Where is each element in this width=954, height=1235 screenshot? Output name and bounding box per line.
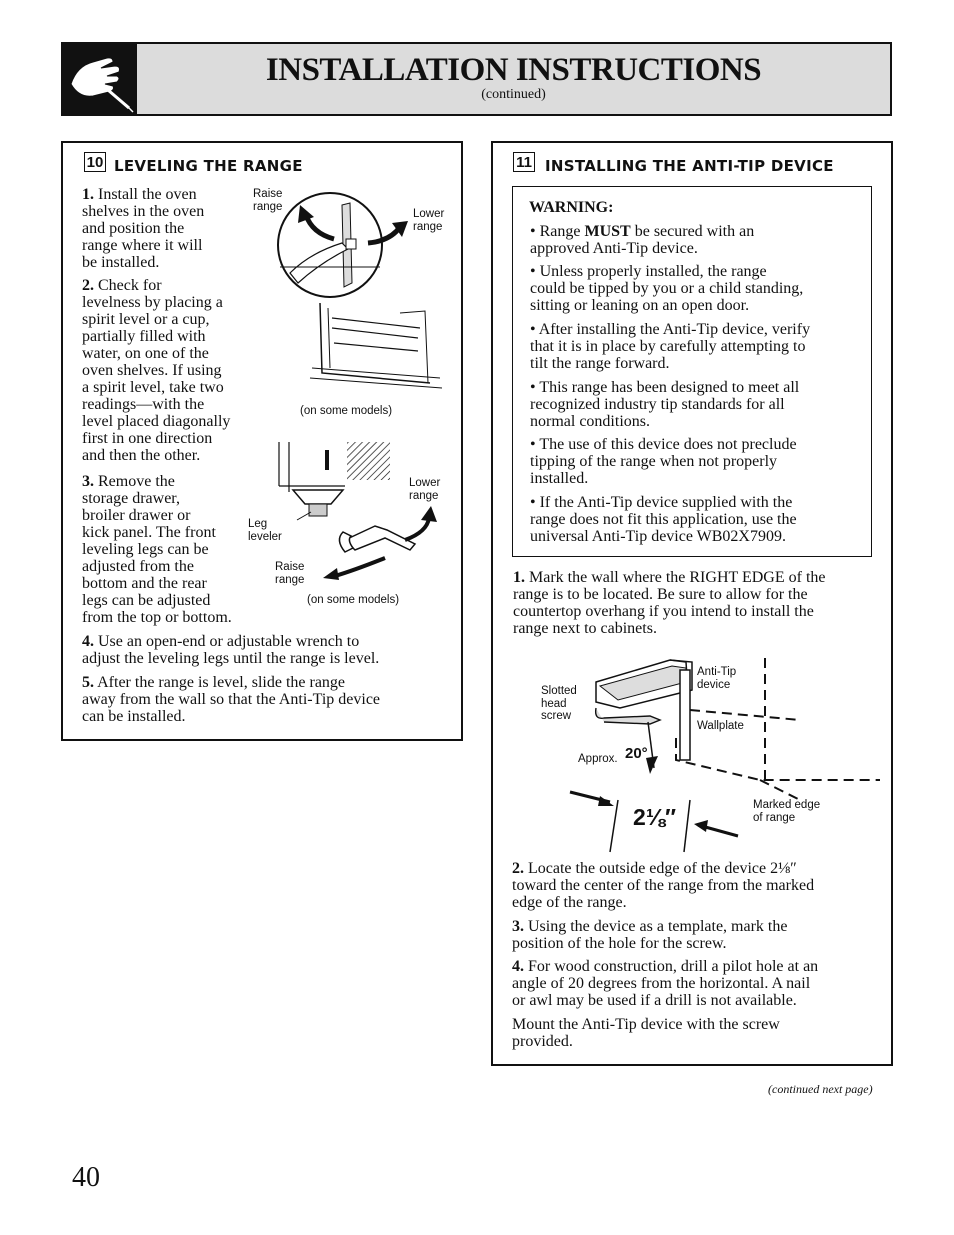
- fig2-raise-range-label: Raise range: [275, 561, 305, 586]
- fig2-on-some-models-note: (on some models): [307, 594, 400, 606]
- section-title-antitip: INSTALLING THE ANTI-TIP DEVICE: [545, 157, 834, 175]
- warning-item-3: • After installing the Anti-Tip device, verify that it is in place by carefully attempting to tilt the range forward.: [530, 321, 811, 372]
- antitip-mount-note: Mount the Anti-Tip device with the screw provided.: [512, 1016, 780, 1050]
- antitip-step-2: 2. Locate the outside edge of the device 2⅛″ toward the center of the range from the marked edge of the range.: [512, 860, 815, 911]
- page-header: [61, 42, 892, 116]
- warning-item-2: • Unless properly installed, the range could be tipped by you or a child standing, sitting or leaning on an open door.: [530, 263, 804, 314]
- leveling-step-4: 4. Use an open-end or adjustable wrench to adjust the leveling legs until the range is level.: [82, 633, 380, 667]
- warning-item-4: • This range has been designed to meet all recognized industry tip standards for all normal conditions.: [530, 379, 800, 430]
- approx-label: Approx.: [578, 753, 618, 765]
- antitip-device-label: Anti-Tip device: [697, 666, 737, 691]
- fig1-lower-range-label: Lower range: [413, 208, 445, 233]
- section-number-11: 11: [513, 152, 535, 172]
- fig1-raise-range-label: Raise range: [253, 188, 283, 213]
- hand-holding-pen-icon: [63, 44, 137, 114]
- fig2-lower-range-label: Lower range: [409, 477, 441, 502]
- fig1-on-some-models-note: (on some models): [300, 405, 393, 417]
- leveling-step-3: 3. Remove the storage drawer, broiler drawer or kick panel. The front leveling legs can be adjusted from the bottom and the rear legs can be adjusted from the top or bottom.: [82, 473, 232, 626]
- warning-item-5: • The use of this device does not preclude tipping of the range when not properly installed.: [530, 436, 797, 487]
- marked-edge-label: Marked edge of range: [753, 799, 821, 824]
- leveling-step-1: 1. Install the oven shelves in the oven and position the range where it will be installed.: [82, 186, 205, 271]
- antitip-step-4: 4. For wood construction, drill a pilot hole at an angle of 20 degrees from the horizontal. A nail or awl may be used if a drill is not available.: [512, 958, 819, 1009]
- wallplate-label: Wallplate: [697, 720, 744, 732]
- dimension-2-1-8-label: 2⅛″: [633, 804, 676, 830]
- warning-item-6: • If the Anti-Tip device supplied with the range does not fit this application, use the universal Anti-Tip device WB02X7909.: [530, 494, 797, 545]
- continued-next-page: (continued next page): [768, 1082, 873, 1096]
- slotted-head-screw-label: Slotted head screw: [541, 685, 577, 722]
- page-number: 40: [72, 1162, 100, 1193]
- warning-heading: WARNING:: [529, 199, 614, 216]
- leveling-step-2: 2. Check for levelness by placing a spirit level or a cup, partially filled with water, on one of the oven shelves. If using a spirit level, take two readings—with the level placed diagonally first in one direction and then the other.: [82, 277, 231, 464]
- antitip-step-3: 3. Using the device as a template, mark the position of the hole for the screw.: [512, 918, 788, 952]
- warning-item-1: • Range MUST be secured with an approved Anti-Tip device.: [530, 223, 755, 257]
- page-subtitle: (continued): [481, 87, 546, 102]
- section-title-leveling: LEVELING THE RANGE: [114, 157, 303, 175]
- leg-leveler-illustration: [265, 440, 450, 580]
- fig2-leg-leveler-label: Leg leveler: [248, 518, 282, 543]
- angle-20-label: 20°: [625, 745, 648, 762]
- page-title: INSTALLATION INSTRUCTIONS: [265, 52, 762, 88]
- antitip-step-1: 1. Mark the wall where the RIGHT EDGE of the range is to be located. Be sure to allow for the countertop overhang if you intend to install the range next to cabinets.: [513, 569, 826, 637]
- section-number-10: 10: [84, 152, 106, 172]
- leveling-step-5: 5. After the range is level, slide the range away from the wall so that the Anti-Tip device can be installed.: [82, 674, 381, 725]
